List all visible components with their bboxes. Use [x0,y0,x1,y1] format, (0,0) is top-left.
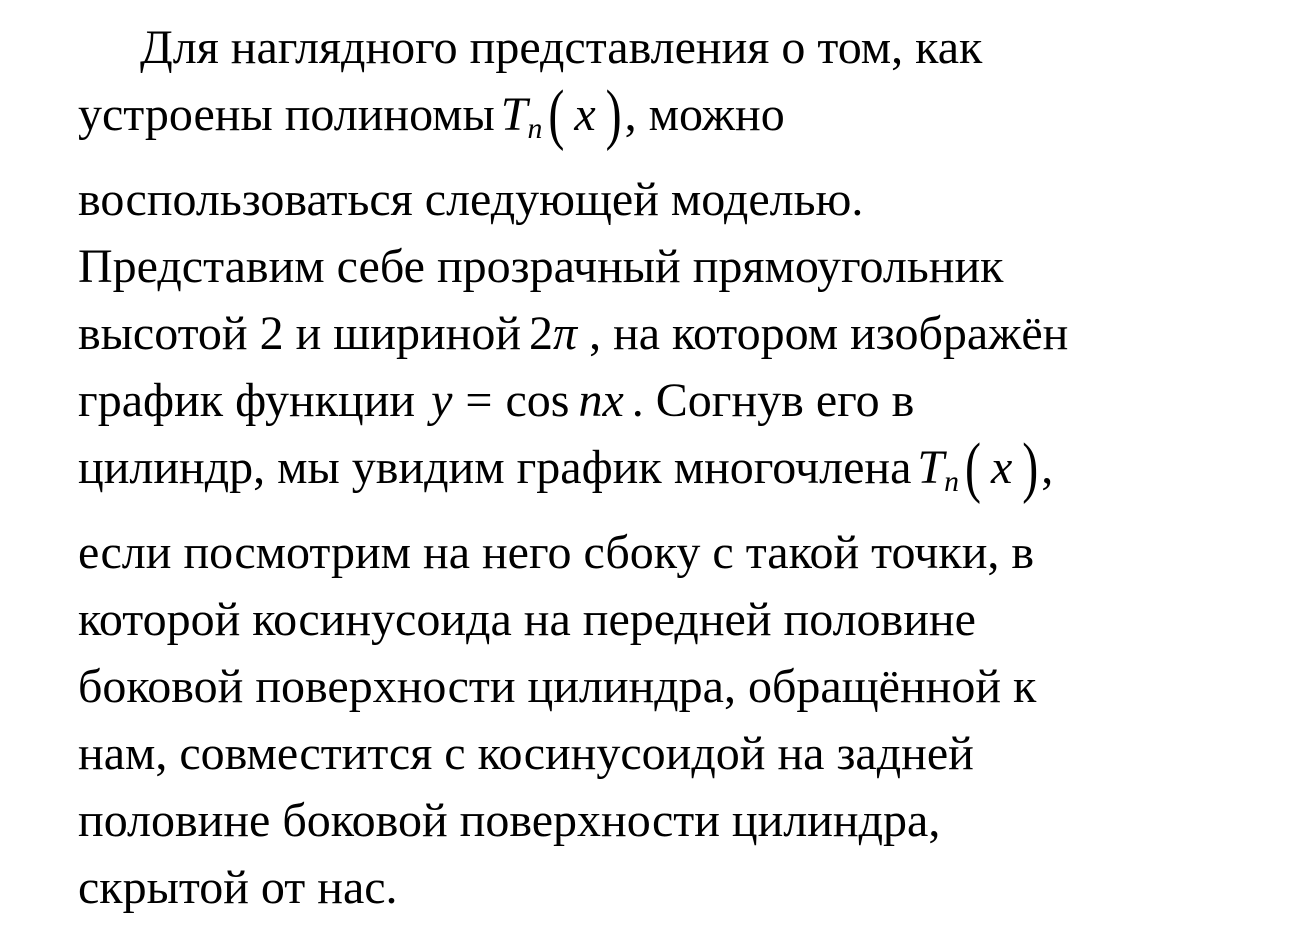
text-run: устроены полиномы [78,88,495,141]
text-line-7 [78,429,1270,505]
text-line-6 [78,367,1270,434]
text-line-5 [78,300,1270,367]
text-line-9 [78,586,1270,653]
text-line-4 [78,233,1270,300]
text-line-3 [78,166,1270,233]
formula-base: T [917,441,945,494]
formula-base: T [500,88,528,141]
text-line-11 [78,720,1270,787]
open-paren-glyph: ( [548,76,565,152]
formula-coefficient: 2 [529,307,554,360]
text-run: высотой 2 и шириной [78,307,522,360]
formula-argument: nx [578,374,624,427]
formula-lhs: y [431,374,453,427]
text-run: , на котором изображён [589,307,1069,360]
text-run: нам, совместится с косинусоидой на задней [78,727,974,780]
formula-argument: x [574,88,596,141]
text-line-13 [78,854,1270,921]
text-run: график функции [78,374,416,427]
open-paren-glyph: ( [964,429,981,505]
text-run: . Согнув его в [631,374,915,427]
text-run: , [1041,441,1054,494]
text-run: боковой поверхности цилиндра, обращённой к [78,660,1037,713]
formula-chebyshev-polynomial [917,429,1039,505]
text-run: если посмотрим на него сбоку с такой точки, в [78,526,1035,579]
formula-chebyshev-polynomial [500,76,623,152]
close-paren-glyph: ) [1022,429,1039,505]
formula-two-pi [529,307,577,360]
formula-argument: x [990,441,1013,494]
text-run: скрытой от нас. [78,861,398,914]
text-line-1 [78,14,1270,81]
text-line-8 [78,519,1270,586]
text-run: половине боковой поверхности цилиндра, [78,794,941,847]
close-paren-glyph: ) [605,76,622,152]
text-run: воспользоваться следующей моделью. [78,173,864,226]
equals-sign: = [465,374,493,427]
formula-subscript: n [944,465,959,499]
text-line-10 [78,653,1270,720]
text-run: Представим себе прозрачный прямоугольник [78,240,1004,293]
text-line-2 [78,76,1270,152]
text-run: , можно [624,88,785,141]
cos-function-name: cos [505,374,570,427]
text-run: которой косинусоида на передней половине [78,593,976,646]
formula-subscript: n [527,112,543,146]
text-line-12 [78,787,1270,854]
text-run: цилиндр, мы увидим график многочлена [78,441,912,494]
pi-symbol: π [553,307,578,360]
text-run: Для наглядного представления о том, как [140,21,983,74]
formula-cosine-equation [431,374,624,427]
